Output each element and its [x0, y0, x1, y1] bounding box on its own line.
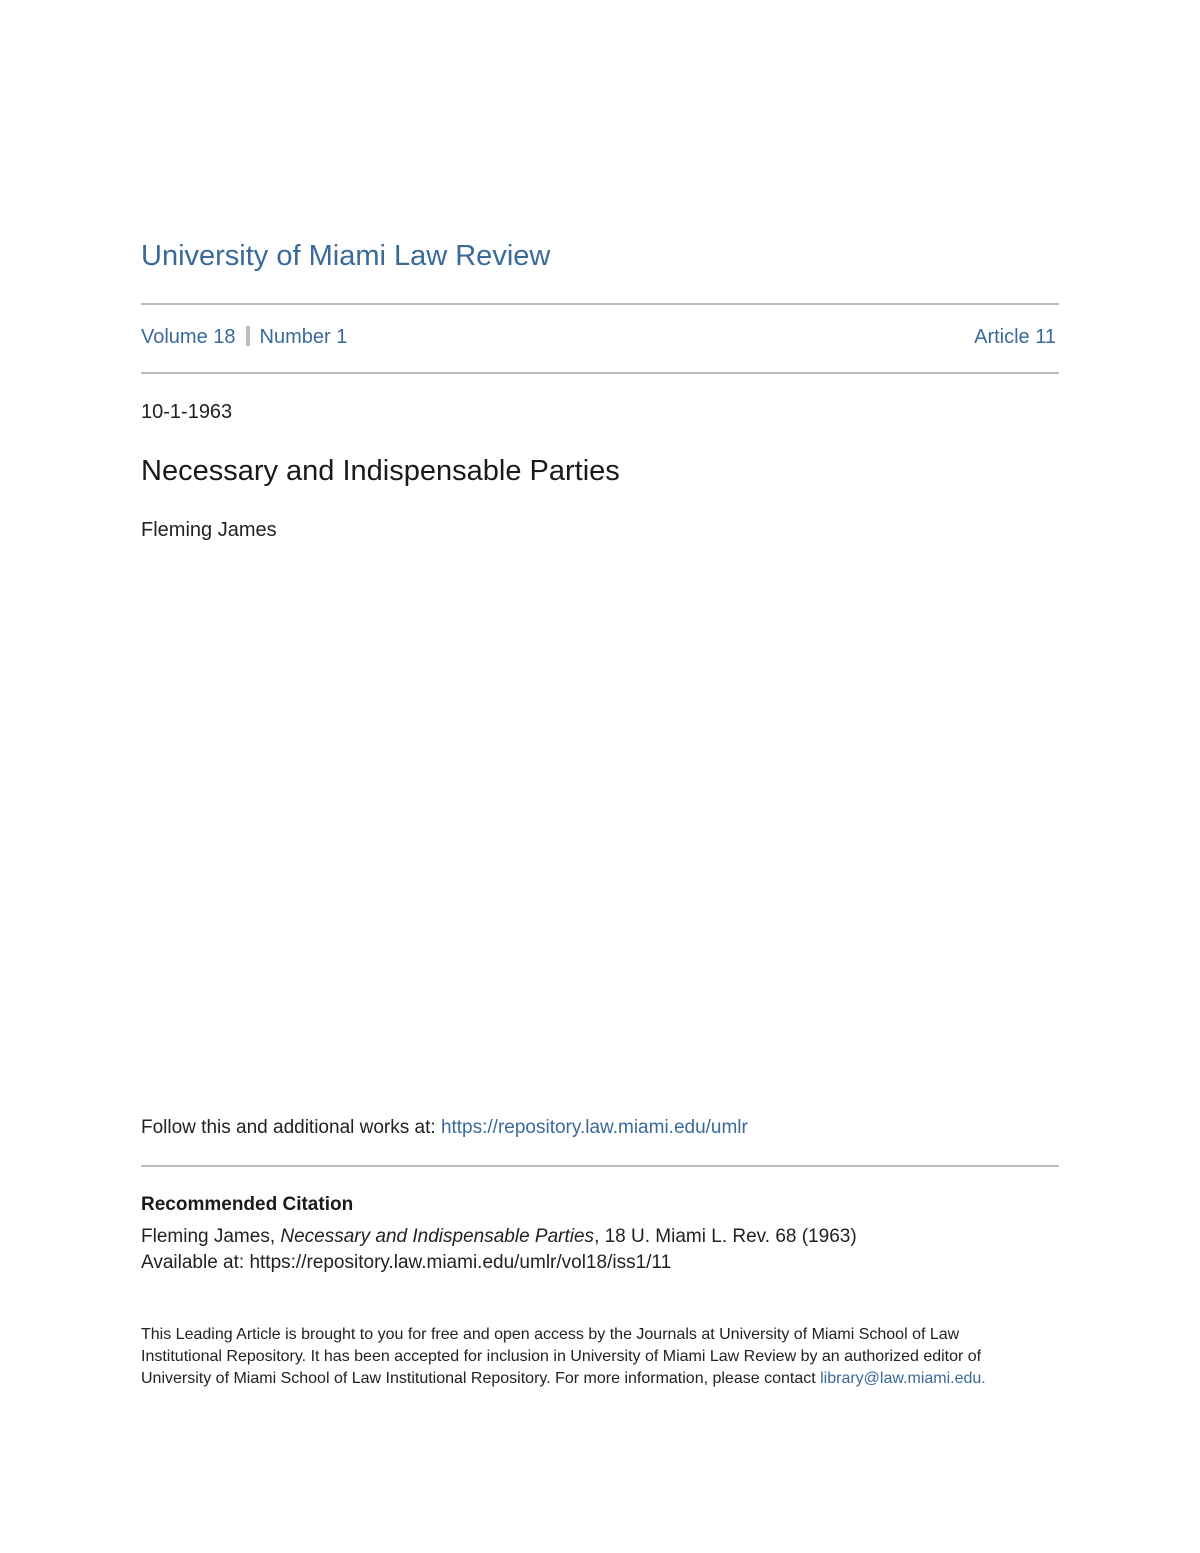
article-title: Necessary and Indispensable Parties — [141, 455, 620, 487]
issue-row — [141, 326, 1059, 354]
citation-title: Necessary and Indispensable Parties — [280, 1226, 595, 1247]
author-name: Fleming James — [141, 519, 277, 541]
notice-text: This Leading Article is brought to you for free and open access by the Journals at University of Miami School of Law Institutional Repository. It has been accepted for inclusion in University of Miami Law Review by an authorized editor of University of Miami School of Law Institutional Repository. For more information, please contact — [141, 1326, 982, 1387]
recommended-citation-heading: Recommended Citation — [141, 1194, 354, 1215]
divider-top — [141, 303, 1059, 305]
follow-prefix: Follow this and additional works at: — [141, 1117, 441, 1138]
issue-separator — [246, 326, 250, 346]
citation-block — [141, 1224, 857, 1276]
publication-date: 10-1-1963 — [141, 401, 233, 423]
follow-line — [141, 1117, 748, 1139]
citation-line — [141, 1224, 857, 1250]
article-number-link[interactable]: Article 11 — [974, 326, 1056, 348]
access-notice — [141, 1324, 1041, 1390]
citation-source: , 18 U. Miami L. Rev. 68 (1963) — [594, 1226, 857, 1247]
issue-info — [141, 326, 347, 349]
citation-author: Fleming James, — [141, 1226, 281, 1247]
divider-bottom — [141, 1165, 1059, 1167]
divider-middle — [141, 372, 1059, 374]
repository-link[interactable]: https://repository.law.miami.edu/umlr — [440, 1117, 748, 1138]
number-link[interactable]: Number 1 — [259, 326, 348, 348]
volume-link[interactable]: Volume 18 — [141, 326, 236, 348]
citation-available: Available at: https://repository.law.miami.edu/umlr/vol18/iss1/11 — [141, 1252, 672, 1273]
journal-title-link[interactable]: University of Miami Law Review — [141, 240, 551, 272]
contact-email-link[interactable]: library@law.miami.edu. — [820, 1370, 986, 1387]
